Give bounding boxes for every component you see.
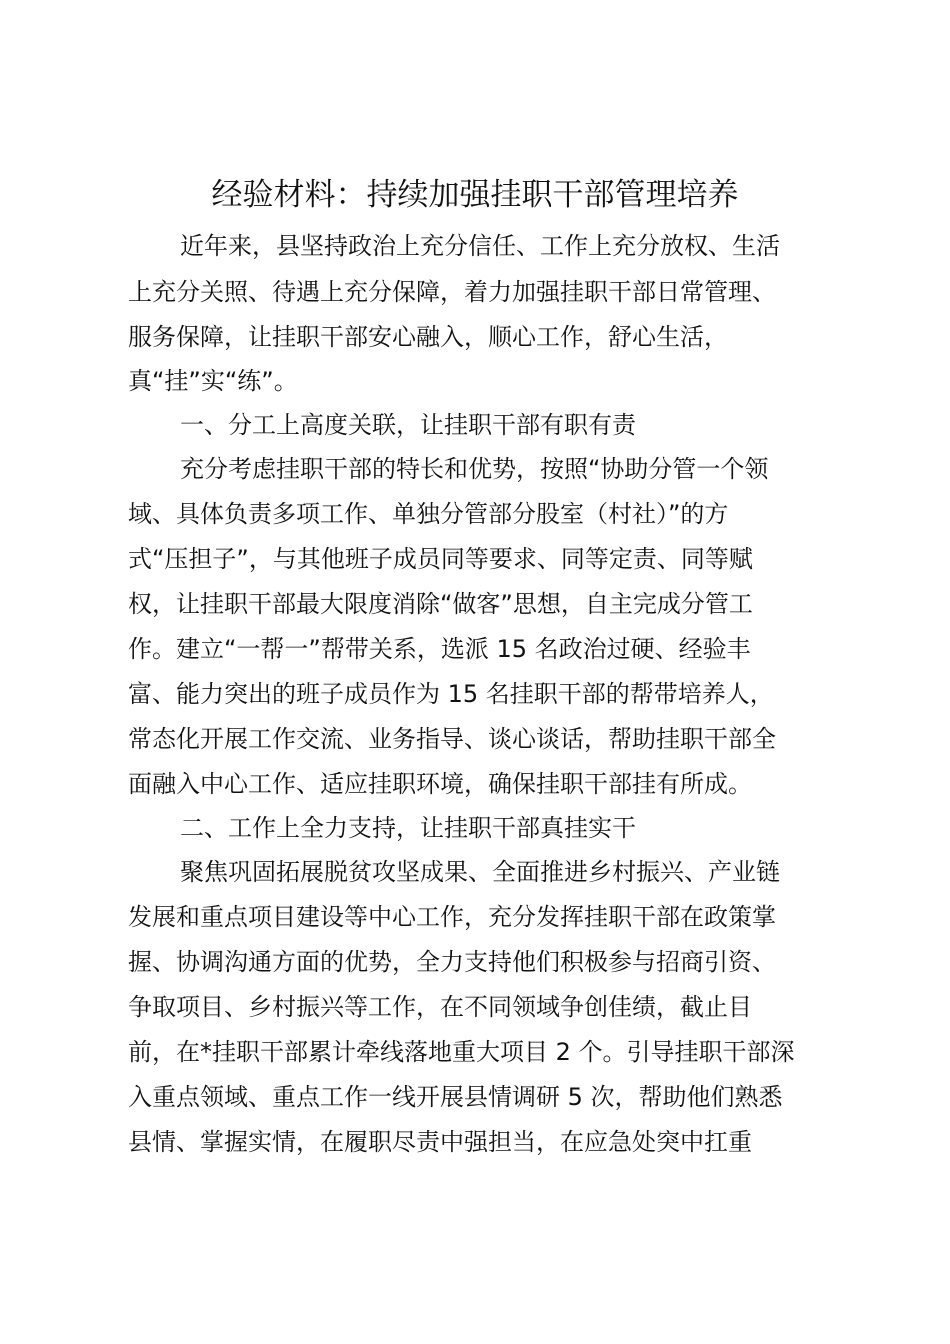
paragraph-line: 握、协调沟通方面的优势，全力支持他们积极参与招商引资、 <box>128 948 776 976</box>
document-title: 经验材料：持续加强挂职干部管理培养 <box>211 177 739 213</box>
paragraph-line: 富、能力突出的班子成员作为 15 名挂职干部的帮带培养人， <box>128 680 774 708</box>
paragraph-line: 权，让挂职干部最大限度消除“做客”思想，自主完成分管工 <box>128 590 753 618</box>
paragraph-line: 近年来，县坚持政治上充分信任、工作上充分放权、生活 <box>180 232 780 260</box>
paragraph-line: 常态化开展工作交流、业务指导、谈心谈话，帮助挂职干部全 <box>128 725 776 753</box>
section-heading: 一、分工上高度关联，让挂职干部有职有责 <box>180 411 636 439</box>
paragraph-line: 服务保障，让挂职干部安心融入，顺心工作，舒心生活， <box>128 323 728 351</box>
paragraph-line: 县情、掌握实情，在履职尽责中强担当，在应急处突中扛重 <box>128 1128 752 1156</box>
paragraph-line: 入重点领域、重点工作一线开展县情调研 5 次，帮助他们熟悉 <box>128 1083 783 1111</box>
paragraph-line: 充分考虑挂职干部的特长和优势，按照“协助分管一个领 <box>180 455 769 483</box>
paragraph-line: 聚焦巩固拓展脱贫攻坚成果、全面推进乡村振兴、产业链 <box>180 858 780 886</box>
paragraph-line: 面融入中心工作、适应挂职环境，确保挂职干部挂有所成。 <box>128 770 752 798</box>
paragraph-line: 发展和重点项目建设等中心工作，充分发挥挂职干部在政策掌 <box>128 903 776 931</box>
paragraph-line: 域、具体负责多项工作、单独分管部分股室（村社）”的方 <box>128 500 729 528</box>
section-heading: 二、工作上全力支持，让挂职干部真挂实干 <box>180 814 636 842</box>
paragraph-line: 前，在*挂职干部累计牵线落地重大项目 2 个。引导挂职干部深 <box>128 1038 795 1066</box>
paragraph-line: 作。建立“一帮一”帮带关系，选派 15 名政治过硬、经验丰 <box>128 635 751 663</box>
paragraph-line: 真“挂”实“练”。 <box>128 367 298 395</box>
paragraph-line: 上充分关照、待遇上充分保障，着力加强挂职干部日常管理、 <box>128 278 776 306</box>
paragraph-line: 争取项目、乡村振兴等工作，在不同领域争创佳绩，截止目 <box>128 993 752 1021</box>
paragraph-line: 式“压担子”，与其他班子成员同等要求、同等定责、同等赋 <box>128 545 753 573</box>
